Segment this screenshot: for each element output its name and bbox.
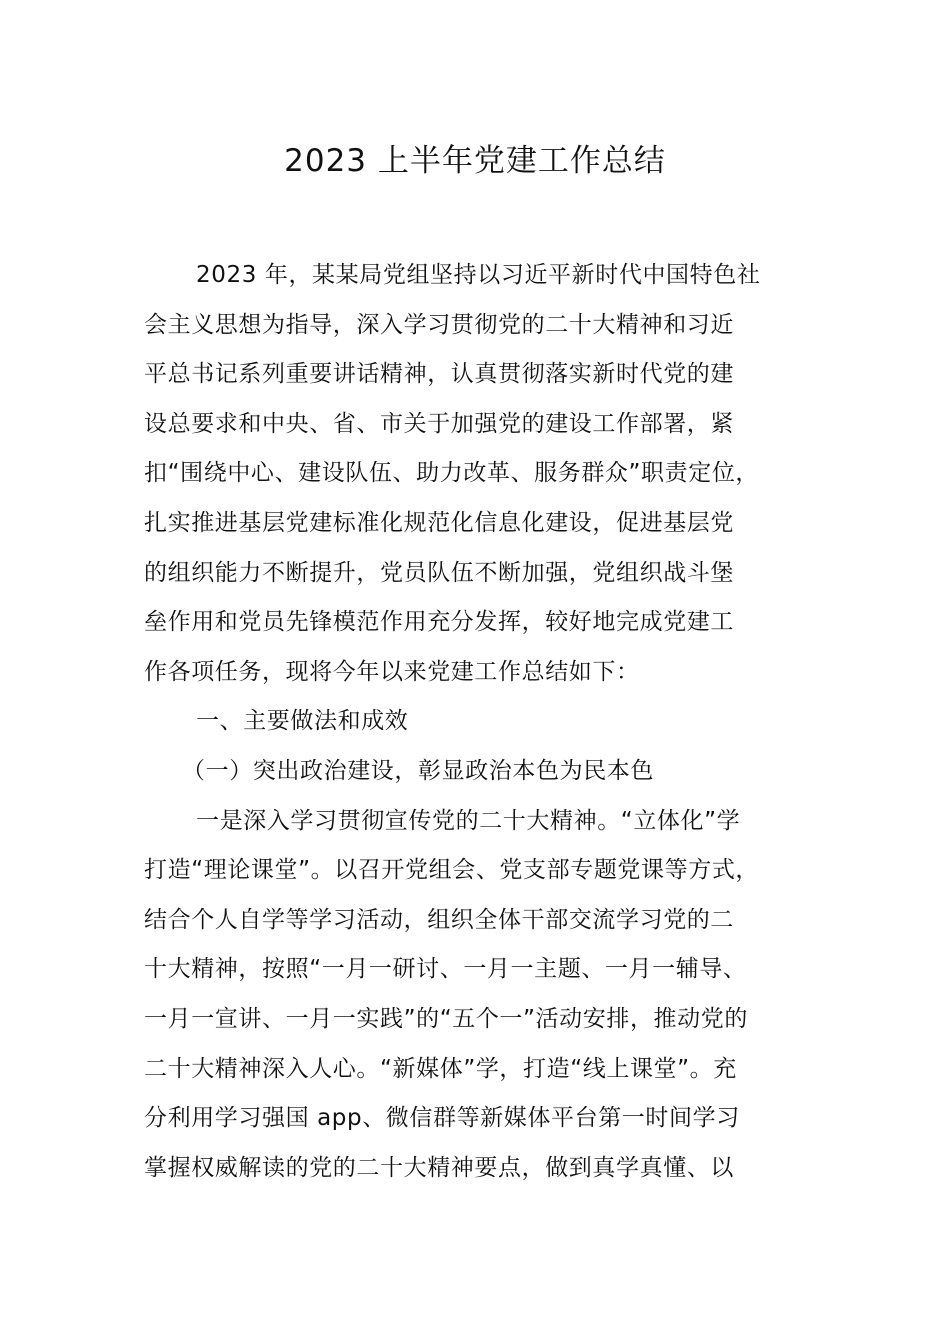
paragraph-line: 平总书记系列重要讲话精神，认真贯彻落实新时代党的建 [144,361,734,388]
paragraph-line: 2023 年，某某局党组坚持以习近平新时代中国特色社 [196,262,761,288]
document-title: 2023 上半年党建工作总结 [284,143,666,179]
paragraph-line: 打造“理论课堂”。以召开党组会、党支部专题党课等方式， [144,857,760,884]
paragraph-line: 十大精神，按照“一月一研讨、一月一主题、一月一辅导、 [144,956,747,983]
paragraph-line: 扎实推进基层党建标准化规范化信息化建设，促进基层党 [144,509,734,536]
paragraph-line: 设总要求和中央、省、市关于加强党的建设工作部署，紧 [144,410,734,437]
paragraph-line: 扣“围绕中心、建设队伍、助力改革、服务群众”职责定位， [144,460,760,487]
paragraph-line: 掌握权威解读的党的二十大精神要点，做到真学真懂、以 [144,1154,734,1181]
paragraph-line: 的组织能力不断提升，党员队伍不断加强，党组织战斗堡 [144,559,734,586]
paragraph-line: 作各项任务，现将今年以来党建工作总结如下： [144,658,640,685]
paragraph-line: 一月一宣讲、一月一实践”的“五个一”活动安排，推动党的 [144,1005,748,1032]
paragraph-line: 二十大精神深入人心。“新媒体”学，打造“线上课堂”。充 [144,1055,737,1082]
paragraph-line: 垒作用和党员先锋模范作用充分发挥，较好地完成党建工 [144,609,734,636]
subsection-heading: （一）突出政治建设，彰显政治本色为民本色 [182,757,654,784]
paragraph-line: 分利用学习强国 app、微信群等新媒体平台第一时间学习 [144,1105,740,1132]
paragraph-line: 结合个人自学等学习活动，组织全体干部交流学习党的二 [144,906,734,933]
paragraph-line: 一是深入学习贯彻宣传党的二十大精神。“立体化”学 [196,807,741,834]
document-body [144,251,834,1193]
paragraph-line: 会主义思想为指导，深入学习贯彻党的二十大精神和习近 [144,311,734,338]
section-heading: 一、主要做法和成效 [196,708,409,735]
